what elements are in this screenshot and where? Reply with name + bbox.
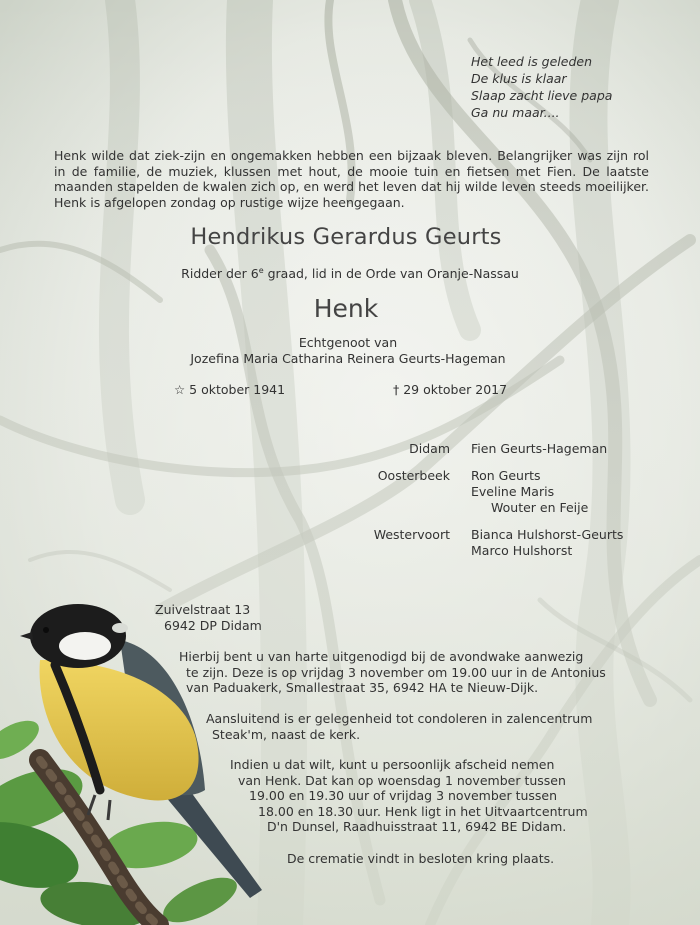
family-member: Ron Geurts: [471, 468, 541, 483]
paragraph-line: Steak'm, naast de kerk.: [212, 726, 361, 742]
family-member: Eveline Maris: [471, 484, 555, 499]
family-place: Westervoort: [373, 527, 450, 542]
home-address: [155, 602, 262, 634]
paragraph-line: te zijn. Deze is op vrijdag 3 november om 19.00 uur in de Antonius: [186, 664, 606, 680]
paragraph-line: Indien u dat wilt, kunt u persoonlijk afscheid nemen: [230, 757, 555, 772]
paragraph-line: van Paduakerk, Smallestraat 35, 6942 HA te Nieuw-Dijk.: [186, 680, 539, 695]
deceased-nickname: Henk: [313, 294, 379, 323]
poem-line: De klus is klaar: [471, 71, 567, 86]
honor-superscript: e: [258, 266, 264, 275]
poem-line: Ga nu maar....: [471, 105, 560, 120]
birth-date: ☆ 5 oktober 1941: [174, 382, 286, 397]
paragraph-line: 19.00 en 19.30 uur of vrijdag 3 november tussen: [249, 788, 558, 803]
spouse-label: Echtgenoot van: [298, 335, 398, 350]
intro-paragraph: Henk wilde dat ziek-zijn en ongemakken hebben een bijzaak bleven. Belangrijker was zijn rol in de familie, de muziek, klussen met hout, de mooie tuin en fietsen met Fien. De laatste maanden stapelden de kwalen zich op, en werd het leven dat hij wilde leven steeds moeilijker. Henk is afgelopen zondag op rustige wijze heengegaan.: [54, 148, 649, 210]
poem-line: Het leed is geleden: [471, 54, 593, 69]
poem-line: Slaap zacht lieve papa: [471, 88, 613, 103]
honor-suffix: graad, lid in de Orde van Oranje-Nassau: [263, 266, 519, 282]
condoleren-paragraph: [206, 711, 592, 742]
address-city: 6942 DP Didam: [164, 618, 262, 633]
spouse-name: Jozefina Maria Catharina Reinera Geurts-Hageman: [190, 350, 506, 366]
family-member: Marco Hulshorst: [471, 543, 573, 558]
family-member: Bianca Hulshorst-Geurts: [471, 527, 624, 542]
deceased-full-name: Hendrikus Gerardus Geurts: [190, 224, 502, 250]
paragraph-line: van Henk. Dat kan op woensdag 1 november tussen: [238, 772, 566, 788]
death-date: † 29 oktober 2017: [393, 382, 508, 397]
honor-prefix: Ridder der 6: [181, 266, 259, 282]
paragraph-line: Hierbij bent u van harte uitgenodigd bij de avondwake aanwezig: [179, 649, 584, 664]
paragraph-line: D'n Dunsel, Raadhuisstraat 11, 6942 BE Didam.: [267, 819, 567, 834]
family-place: Didam: [409, 441, 450, 456]
afscheid-paragraph: [230, 757, 588, 835]
address-street: Zuivelstraat 13: [155, 602, 251, 617]
paragraph-line: Aansluitend is er gelegenheid tot condoleren in zalencentrum: [206, 711, 593, 726]
family-place: Oosterbeek: [377, 468, 450, 483]
family-member: Fien Geurts-Hageman: [471, 441, 608, 456]
paragraph-line: 18.00 en 18.30 uur. Henk ligt in het Uitvaartcentrum: [258, 803, 588, 819]
avondwake-paragraph: [179, 649, 606, 696]
paragraph-line: De crematie vindt in besloten kring plaats.: [287, 851, 555, 866]
crematie-paragraph: [287, 851, 554, 867]
family-member: Wouter en Feije: [491, 500, 589, 515]
